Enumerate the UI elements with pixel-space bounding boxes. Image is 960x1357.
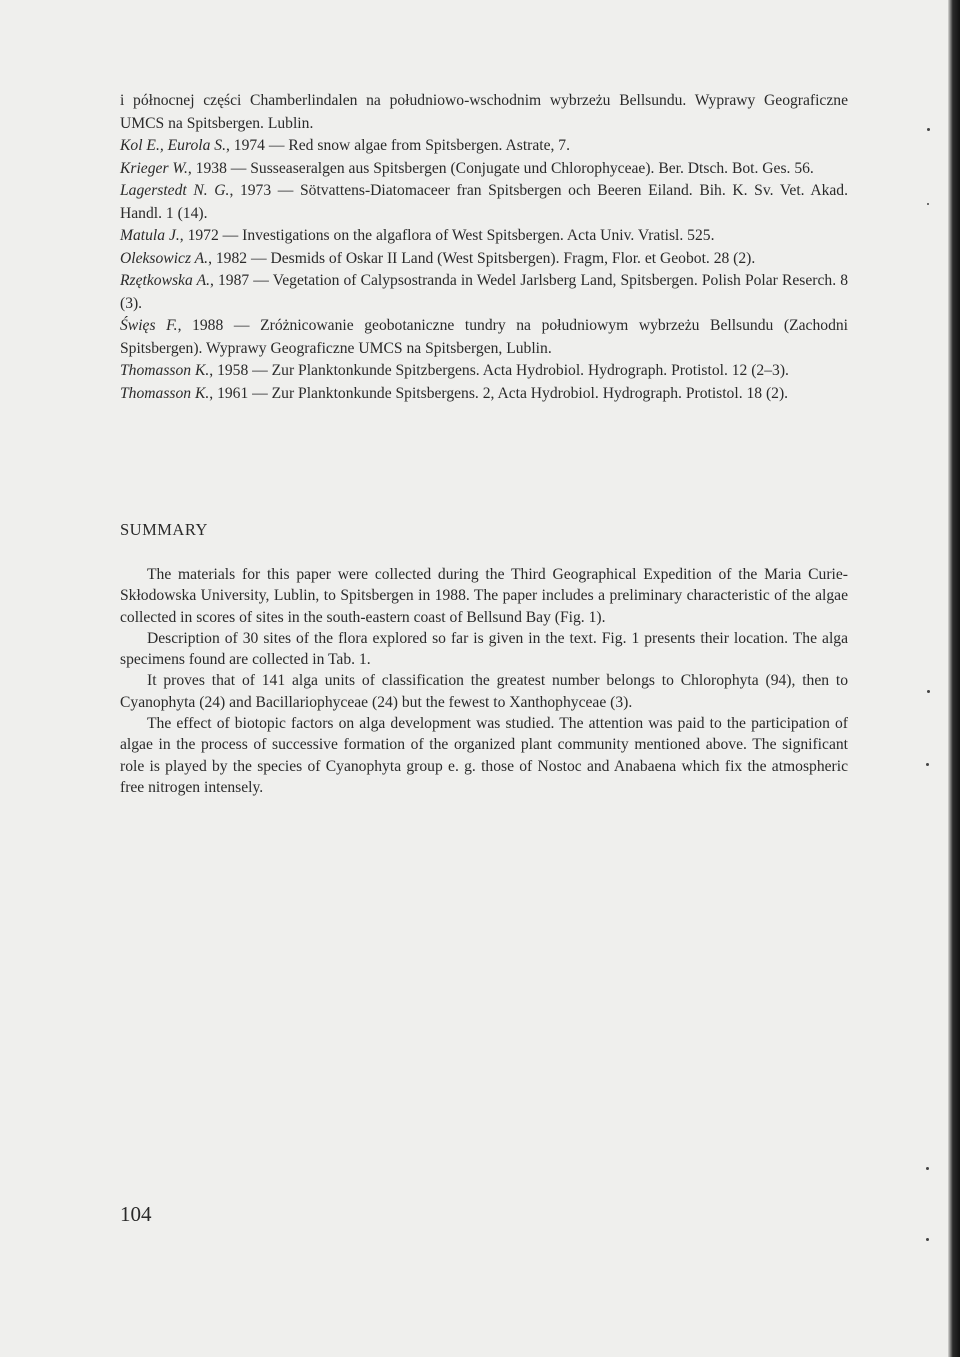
page-edge-shadow (948, 0, 960, 1357)
reference-entry (120, 225, 848, 248)
reference-author: Kol E., Eurola S. (120, 137, 226, 154)
page-number: 104 (120, 1202, 152, 1226)
reference-entry (120, 315, 848, 360)
reference-entry (120, 383, 848, 406)
reference-entry (120, 248, 848, 271)
summary-heading: SUMMARY (120, 520, 208, 539)
reference-entry (120, 158, 848, 181)
summary-paragraph: The effect of biotopic factors on alga development was studied. The attention was paid to the participation of algae in the process of successive formation of the organized plant community mentioned above. The significant role is played by the species of Cyanophyta group e. g. those of Nostoc and Anabaena which fix the atmospheric free nitrogen intensely. (120, 715, 848, 796)
reference-entry (120, 135, 848, 158)
reference-entry (120, 180, 848, 225)
reference-text: , 1987 — Vegetation of Calypsostranda in Wedel Jarlsberg Land, Spitsbergen. Polish Polar Reserch. 8 (3). (120, 272, 848, 312)
summary-body (120, 564, 848, 798)
reference-text: , 1938 — Susseaseralgen aus Spitsbergen (Conjugate und Chlorophyceae). Ber. Dtsch. Bot. Ges. 56. (187, 159, 814, 177)
reference-entry (120, 360, 848, 383)
scan-speck (926, 1238, 929, 1241)
scan-speck (927, 690, 930, 693)
reference-text: , 1973 — Sötvattens-Diatomaceer fran Spitsbergen och Beeren Eiland. Bih. K. Sv. Vet. Akad. Handl. 1 (14). (120, 182, 849, 222)
summary-paragraph: The materials for this paper were collected during the Third Geographical Expedition of the Maria Curie-Skłodowska University, Lublin, to Spitsbergen in 1988. The paper includes a preliminary characteristic of the algae collected in scores of sites in the south-eastern coast of Bellsund Bay (Fig. 1). (120, 566, 848, 626)
reference-entry (120, 270, 848, 315)
reference-text: , 1974 — Red snow algae from Spitsbergen. Astrate, 7. (225, 137, 571, 154)
scan-speck (927, 203, 929, 205)
reference-author: Lagerstedt N. G. (120, 182, 230, 199)
references-list (120, 90, 848, 405)
reference-author: Krieger W. (120, 159, 188, 177)
reference-text: , 1982 — Desmids of Oskar II Land (West Spitsbergen). Fragm, Flor. et Geobot. 28 (2). (208, 249, 756, 267)
reference-text: , 1961 — Zur Planktonkunde Spitsbergens. 2, Acta Hydrobiol. Hydrograph. Protistol. 18 (2). (209, 384, 789, 402)
scan-speck (926, 763, 929, 766)
reference-author: Thomasson K. (120, 362, 210, 379)
summary-paragraph: It proves that of 141 alga units of classification the greatest number belongs to Chlorophyta (94), then to Cyanophyta (24) and Bacillariophyceae (24) but the fewest to Xanthophyceae (3). (120, 672, 848, 711)
reference-author: Rzętkowska A. (120, 272, 210, 289)
reference-author: Thomasson K. (120, 384, 210, 402)
reference-entry: i północnej części Chamberlindalen na południowo-wschodnim wybrzeżu Bellsundu. Wyprawy Geograficzne UMCS na Spitsbergen. Lublin. (120, 92, 848, 132)
reference-author: Święs F. (120, 317, 178, 334)
scan-speck (927, 128, 930, 131)
reference-author: Oleksowicz A. (120, 249, 209, 267)
summary-paragraph: Description of 30 sites of the flora explored so far is given in the text. Fig. 1 presents their location. The alga specimens found are collected in Tab. 1. (120, 629, 848, 669)
reference-text: , 1972 — Investigations on the algaflora of West Spitsbergen. Acta Univ. Vratisl. 525. (179, 227, 715, 244)
reference-author: Matula J. (120, 227, 180, 244)
reference-text: , 1988 — Zróżnicowanie geobotaniczne tundry na południowym wybrzeżu Bellsundu (Zachodni Spitsbergen). Wyprawy Geograficzne UMCS na Spitsbergen, Lublin. (120, 317, 848, 357)
scan-speck (926, 1167, 929, 1170)
reference-text: , 1958 — Zur Planktonkunde Spitzbergens. Acta Hydrobiol. Hydrograph. Protistol. 12 (2–3). (209, 362, 789, 379)
